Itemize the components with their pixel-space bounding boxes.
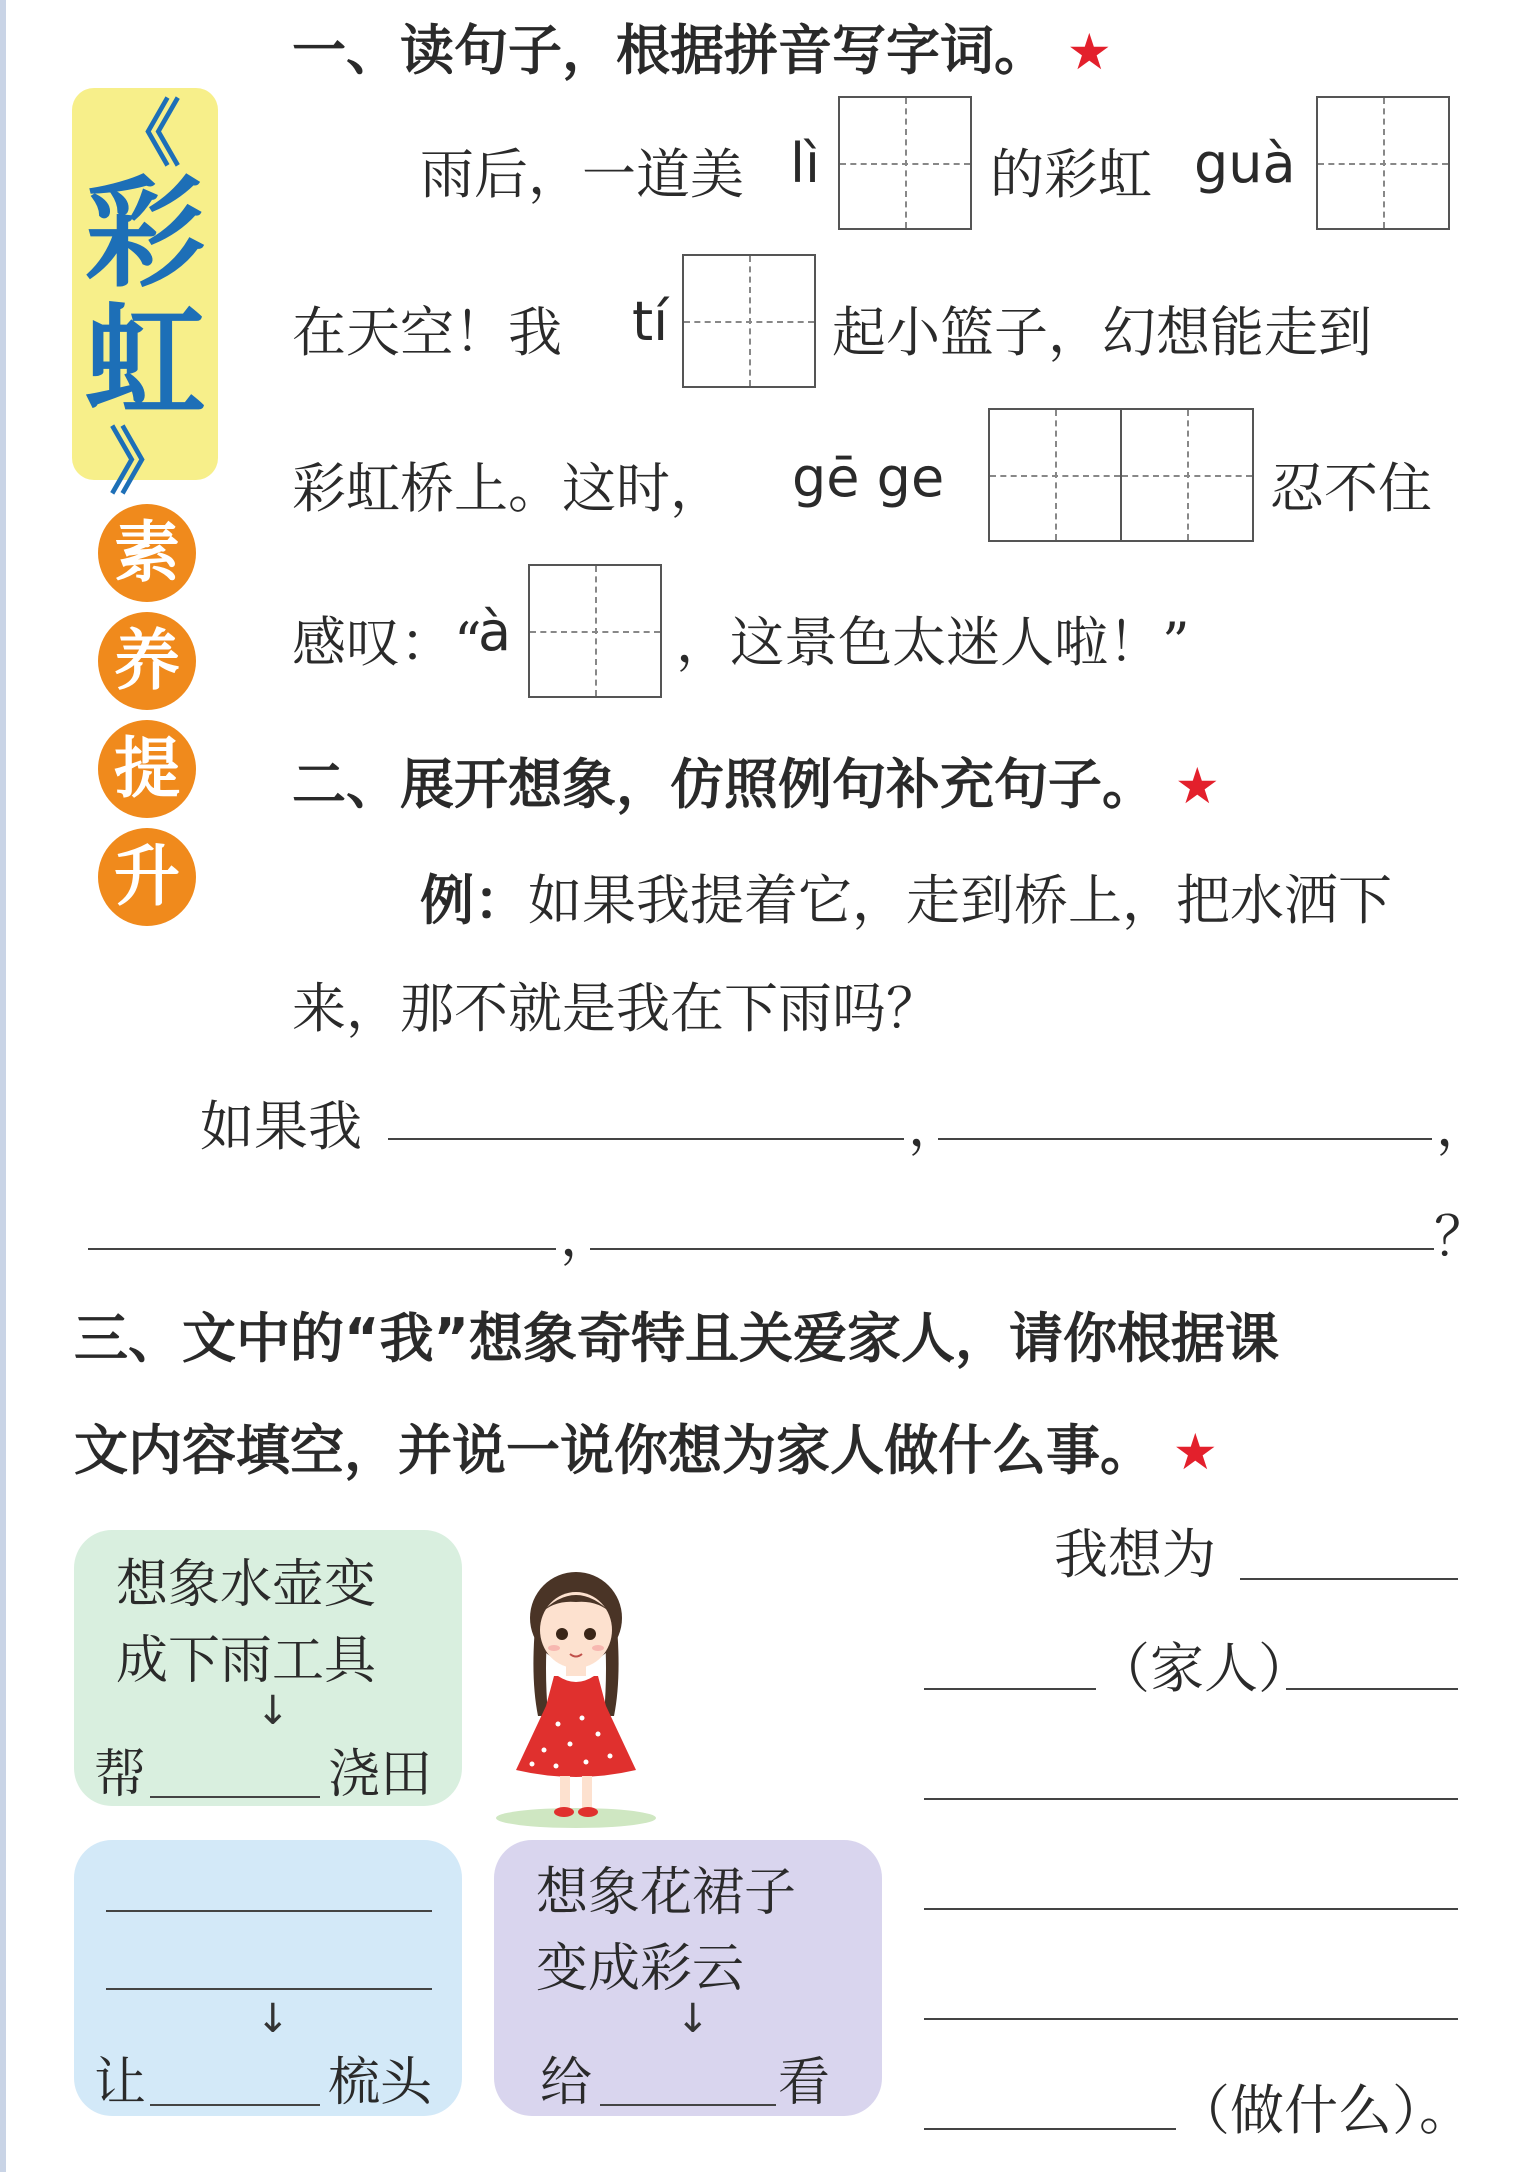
s1-line4-a: 感叹：“ xyxy=(292,611,482,674)
section2-heading xyxy=(292,742,1220,819)
grid-box-ge-2[interactable] xyxy=(1120,408,1254,542)
section3-heading-line2 xyxy=(74,1408,1218,1485)
page-edge xyxy=(0,0,6,2172)
badge-sheng: 升 xyxy=(98,828,196,926)
pinyin-a: à xyxy=(478,600,512,663)
s1-line2-a: 在天空！我 xyxy=(292,301,562,364)
star-icon: ★ xyxy=(1174,757,1220,815)
girl-illustration xyxy=(486,1556,666,1828)
badge-su: 素 xyxy=(98,504,196,602)
right-blank-6[interactable] xyxy=(924,2018,1458,2020)
example-line2: 来，那不就是我在下雨吗？ xyxy=(292,977,940,1040)
section3-heading-line1: 三、文中的“我”想象奇特且关爱家人，请你根据课 xyxy=(74,1307,1279,1370)
answer-line-3[interactable] xyxy=(88,1248,556,1250)
card-green-bottom-prefix: 帮 xyxy=(94,1745,147,1805)
comma-1: ， xyxy=(908,1095,962,1158)
right-blank-5[interactable] xyxy=(924,1908,1458,1910)
badge-yang: 养 xyxy=(98,612,196,710)
card-purple-line2: 变成彩云 xyxy=(536,1939,745,1999)
grid-box-a[interactable] xyxy=(528,564,662,698)
arrow-down-icon: ↓ xyxy=(256,1996,290,2042)
section1-heading-text: 一、读句子，根据拼音写字词。 xyxy=(292,19,1048,82)
example-label: 例： xyxy=(420,869,528,932)
title-quote-open: 《 xyxy=(108,91,181,176)
card-purple-blank[interactable] xyxy=(600,2104,776,2106)
comma-2: ， xyxy=(1436,1095,1490,1158)
title-char-2: 虹 xyxy=(85,291,205,432)
card-green-bottom-suffix: 浇田 xyxy=(328,1745,433,1805)
card-blue-blank-3[interactable] xyxy=(150,2104,320,2106)
right-line1-text: 我想为 xyxy=(1054,1523,1216,1586)
section1-heading xyxy=(292,8,1112,85)
example-text-1: 如果我提着它，走到桥上，把水洒下 xyxy=(528,869,1392,932)
arrow-down-icon: ↓ xyxy=(256,1688,290,1734)
grid-box-li[interactable] xyxy=(838,96,972,230)
comma-3: ， xyxy=(560,1205,614,1268)
pinyin-gua: guà xyxy=(1194,132,1296,195)
card-purple-bottom-prefix: 给 xyxy=(540,2053,593,2113)
s1-line3-b: 忍不住 xyxy=(1270,457,1432,520)
pinyin-ti: tí xyxy=(632,290,669,353)
card-blue-blank-2[interactable] xyxy=(106,1988,432,1990)
card-green-line1: 想象水壶变 xyxy=(116,1555,377,1615)
answer-line-1[interactable] xyxy=(388,1138,904,1140)
section2-heading-text: 二、展开想象，仿照例句补充句子。 xyxy=(292,753,1156,816)
grid-box-ti[interactable] xyxy=(682,254,816,388)
right-family-label: （家人） xyxy=(1096,1637,1312,1700)
star-icon: ★ xyxy=(1172,1423,1218,1481)
card-green-line2: 成下雨工具 xyxy=(116,1631,377,1691)
section3-heading-text-2: 文内容填空，并说一说你想为家人做什么事。 xyxy=(74,1419,1154,1482)
right-what-label: （做什么）。 xyxy=(1176,2079,1473,2142)
pinyin-gege: gē ge xyxy=(792,446,945,509)
right-blank-7[interactable] xyxy=(924,2128,1176,2130)
arrow-down-icon: ↓ xyxy=(676,1996,710,2042)
question-mark: ？ xyxy=(1434,1205,1488,1268)
grid-box-gua[interactable] xyxy=(1316,96,1450,230)
answer-line-4[interactable] xyxy=(590,1248,1434,1250)
s1-line4-b: ，这景色太迷人啦！” xyxy=(676,611,1190,674)
badge-ti: 提 xyxy=(98,720,196,818)
star-icon: ★ xyxy=(1066,23,1112,81)
s1-line2-b: 起小篮子，幻想能走到 xyxy=(832,301,1372,364)
answer-line-2[interactable] xyxy=(938,1138,1432,1140)
title-quote-close: 》 xyxy=(108,419,181,504)
card-green-blank[interactable] xyxy=(150,1796,320,1798)
fill-prefix: 如果我 xyxy=(200,1095,362,1158)
right-blank-2[interactable] xyxy=(924,1688,1096,1690)
card-blue-bottom-suffix: 梳头 xyxy=(328,2053,433,2113)
card-blue-blank-1[interactable] xyxy=(106,1910,432,1912)
card-purple-line1: 想象花裙子 xyxy=(536,1863,797,1923)
s1-line1-b: 的彩虹 xyxy=(990,143,1152,206)
s1-line1-a: 雨后，一道美 xyxy=(420,143,744,206)
right-blank-1[interactable] xyxy=(1240,1578,1458,1580)
card-purple-bottom-suffix: 看 xyxy=(778,2053,831,2113)
right-blank-3[interactable] xyxy=(1286,1688,1458,1690)
pinyin-li: lì xyxy=(790,132,821,195)
lesson-title xyxy=(72,91,218,504)
title-char-1: 彩 xyxy=(85,163,205,304)
right-blank-4[interactable] xyxy=(924,1798,1458,1800)
example-line1 xyxy=(420,858,1392,935)
card-blue-bottom-prefix: 让 xyxy=(94,2053,147,2113)
s1-line3-a: 彩虹桥上。这时， xyxy=(292,457,724,520)
grid-box-ge-1[interactable] xyxy=(988,408,1122,542)
